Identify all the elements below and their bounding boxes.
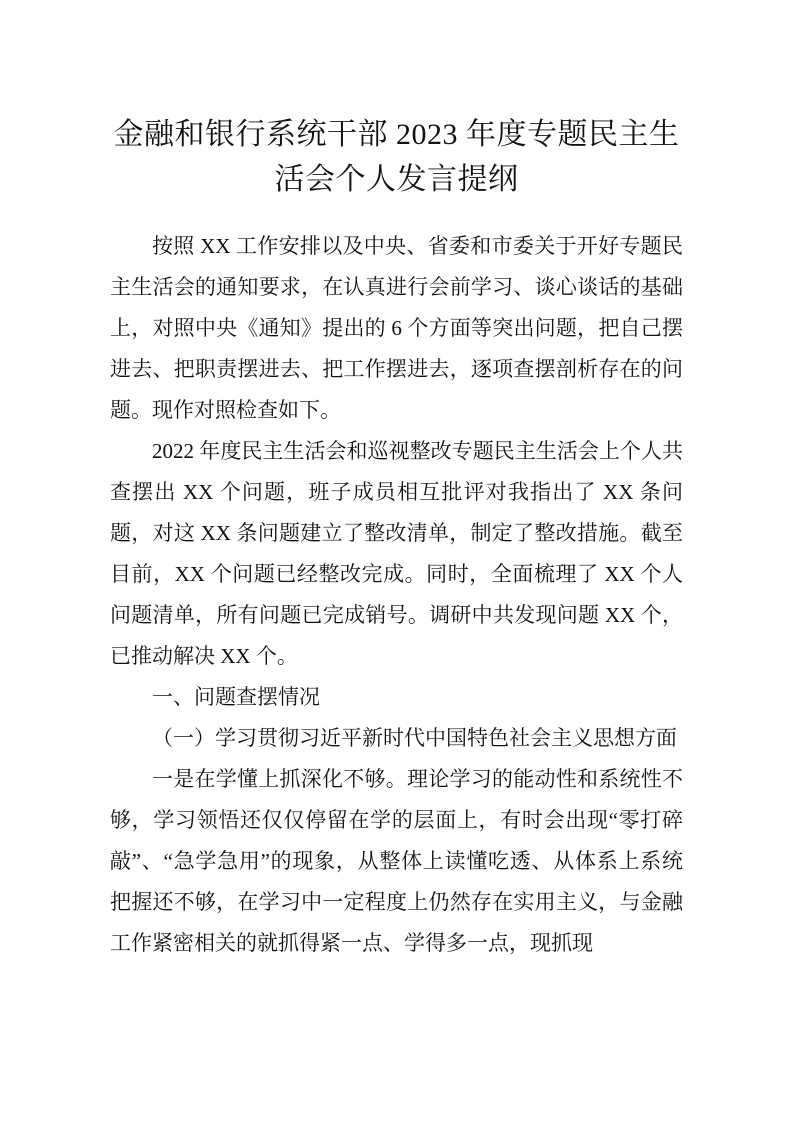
subsection-heading: （一）学习贯彻习近平新时代中国特色社会主义思想方面 xyxy=(152,726,677,750)
paragraph-rectification-summary: 2022 年度民主生活会和巡视整改专题民主生活会上个人共查摆出 XX 个问题，班子成员相互批评对我指出了 XX 条问题，对这 XX 条问题建立了整改清单，制定了整改措施。截至目前，XX 个问题已经整改完成。同时，全面梳理了 XX 个人问题清单，所有问题已完成销号。调研中共发现问题 XX 个，已推动解决 XX 个。 xyxy=(110,439,683,668)
paragraph-problem-analysis: 一是在学懂上抓深化不够。理论学习的能动性和系统性不够，学习领悟还仅仅停留在学的层面上，有时会出现“零打碎敲”、“急学急用”的现象，从整体上读懂吃透、从体系上系统把握还不够，在学习中一定程度上仍然存在实用主义，与金融工作紧密相关的就抓得紧一点、学得多一点，现抓现 xyxy=(110,767,683,955)
document-title: 金融和银行系统干部 2023 年度专题民主生活会个人发言提纲 xyxy=(113,118,680,196)
section-heading: 一、问题查摆情况 xyxy=(152,685,320,709)
paragraph-intro: 按照 XX 工作安排以及中央、省委和市委关于开好专题民主生活会的通知要求，在认真进行会前学习、谈心谈话的基础上，对照中央《通知》提出的 6 个方面等突出问题，把自己摆进去、把职责摆进去、把工作摆进去，逐项查摆剖析存在的问题。现作对照检查如下。 xyxy=(110,234,683,422)
